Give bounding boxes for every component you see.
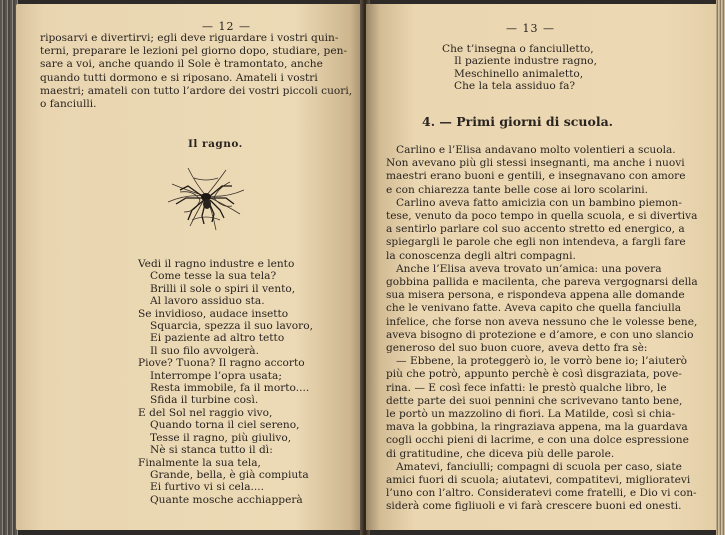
text-line: quando tutti dormono e si riposano. Amateli i vostri [40,71,318,84]
right-page-stack [716,0,725,535]
poem-line: Interrompe l’opra usata; [150,369,282,382]
text-line: le portò un mazzolino di fiori. La Matilde, così si chia- [386,408,676,421]
text-line: tese, venuto da poco tempo in quella scuola, e si divertiva [386,210,698,223]
text-line: generoso del suo buon cuore, aveva detto fra sè: [386,342,648,355]
poem-line: Come tesse la sua tela? [150,270,277,283]
spider-icon [166,164,246,234]
poem-line: Meschinello animaletto, [454,67,584,80]
poem-line: Che t’insegna o fanciulletto, [442,43,594,55]
poem-line: Quando torna il ciel sereno, [150,419,300,432]
poem-line: Tesse il ragno, più giulivo, [150,431,292,444]
left-page-number: — 12 — [202,20,251,33]
text-line: siderà come figliuoli e vi farà crescere buoni ed onesti. [386,500,682,513]
text-line: terni, preparare le lezioni pel giorno dopo, studiare, pen- [40,45,348,58]
left-intro-text [40,32,356,111]
poem-line: Ei furtivo vi si cela.... [150,481,264,494]
chapter-title: 4. — Primi giorni di scuola. [422,114,614,129]
poem-line: Vedi il ragno industre e lento [138,258,295,270]
poem-line: Il paziente industre ragno, [454,55,597,68]
text-line: maestri erano buoni e gentili, e insegnavano con amore [386,170,686,183]
right-page [366,4,718,530]
text-line: — Ebbene, la proteggerò io, le vorrò bene io; l’aiuterò [396,355,688,368]
poem-line: Squarcia, spezza il suo lavoro, [150,320,313,333]
text-line: la conoscenza degli altri compagni. [386,249,576,262]
right-page-number: — 13 — [506,22,555,35]
poem-line: E del Sol nel raggio vivo, [138,406,273,419]
text-line: sua misera persona, e rispondeva appena alle domande [386,289,685,302]
text-line: Amatevi, fanciulli; compagni di scuola per caso, siate [396,460,682,473]
text-line: gobbina pallida e macilenta, che pareva vergognarsi della [386,276,698,289]
poem-line: Resta immobile, fa il morto.... [150,382,310,395]
text-line: di gratitudine, che diceva più delle parole. [386,447,615,460]
text-line: che le venivano fatte. Aveva capito che quella fanciulla [386,302,682,315]
text-line: Carlino e l’Elisa andavano molto volentieri a scuola. [396,144,676,156]
poem-continued [442,43,597,93]
poem-line: Che la tela assiduo fa? [454,80,576,93]
left-page [16,4,364,530]
poem-line: Quante mosche acchiapperà [150,493,303,506]
text-line: l’uno con l’altro. Consideratevi come fratelli, e Dio vi con- [386,487,697,500]
poem-line: Finalmente la sua tela, [138,456,261,469]
chapter-body-text [386,144,708,514]
text-line: Carlino aveva fatto amicizia con un bambino piemon- [396,196,682,209]
text-line: riposarvi e divertirvi; egli deve riguardare i vostri quin- [40,32,339,44]
poem-line: Al lavoro assiduo sta. [150,295,265,308]
text-line: spiegargli le parole che egli non intendeva, a fargli fare [386,236,686,249]
text-line: amici fuori di scuola; aiutatevi, compatitevi, miglioratevi [386,474,691,487]
text-line: sare a voi, anche quando il Sole è tramontato, anche [40,58,323,71]
poem-line: Sfida il turbine così. [150,394,259,407]
text-line: a sentirlo parlare col suo accento stretto ed energico, a [386,223,685,236]
poem-line: Nè si stanca tutto il dì: [150,444,273,457]
text-line: aveva bisogno di protezione e d’amore, e con uno slancio [386,328,694,341]
text-line: più che potrò, appunto perchè è così disgraziata, pove- [386,368,682,381]
text-line: e con chiarezza tante belle cose ai loro scolarini. [386,183,649,196]
text-line: mava la gobbina, la ringraziava appena, ma la guardava [386,421,688,434]
text-line: rina. — E così fece infatti: le prestò qualche libro, le [386,381,667,394]
poem-line: Piove? Tuona? Il ragno accorto [138,357,305,370]
text-line: cogli occhi pieni di lacrime, e con una dolce espressione [386,434,689,447]
text-line: Non avevano più gli stessi insegnanti, ma anche i nuovi [386,157,685,170]
poem-line: Grande, bella, è già compiuta [150,468,309,481]
poem-title: Il ragno. [188,138,243,150]
poem-line: Il suo filo avvolgerà. [150,344,259,357]
text-line: o fanciulli. [40,98,97,111]
text-line: infelice, che forse non aveva nessuno che le volesse bene, [386,315,698,328]
poem-line: Ei paziente ad altro tetto [150,332,285,345]
text-line: dette parte dei suoi pennini che scrivevano tanto bene, [386,394,683,407]
text-line: maestri; amateli con tutto l’ardore dei vostri piccoli cuori, [40,84,353,97]
poem-line: Se invidioso, audace insetto [138,307,289,320]
poem-line: Brilli il sole o spiri il vento, [150,282,296,295]
text-line: Anche l’Elisa aveva trovato un’amica: una povera [396,262,662,275]
spider-poem [138,258,313,506]
